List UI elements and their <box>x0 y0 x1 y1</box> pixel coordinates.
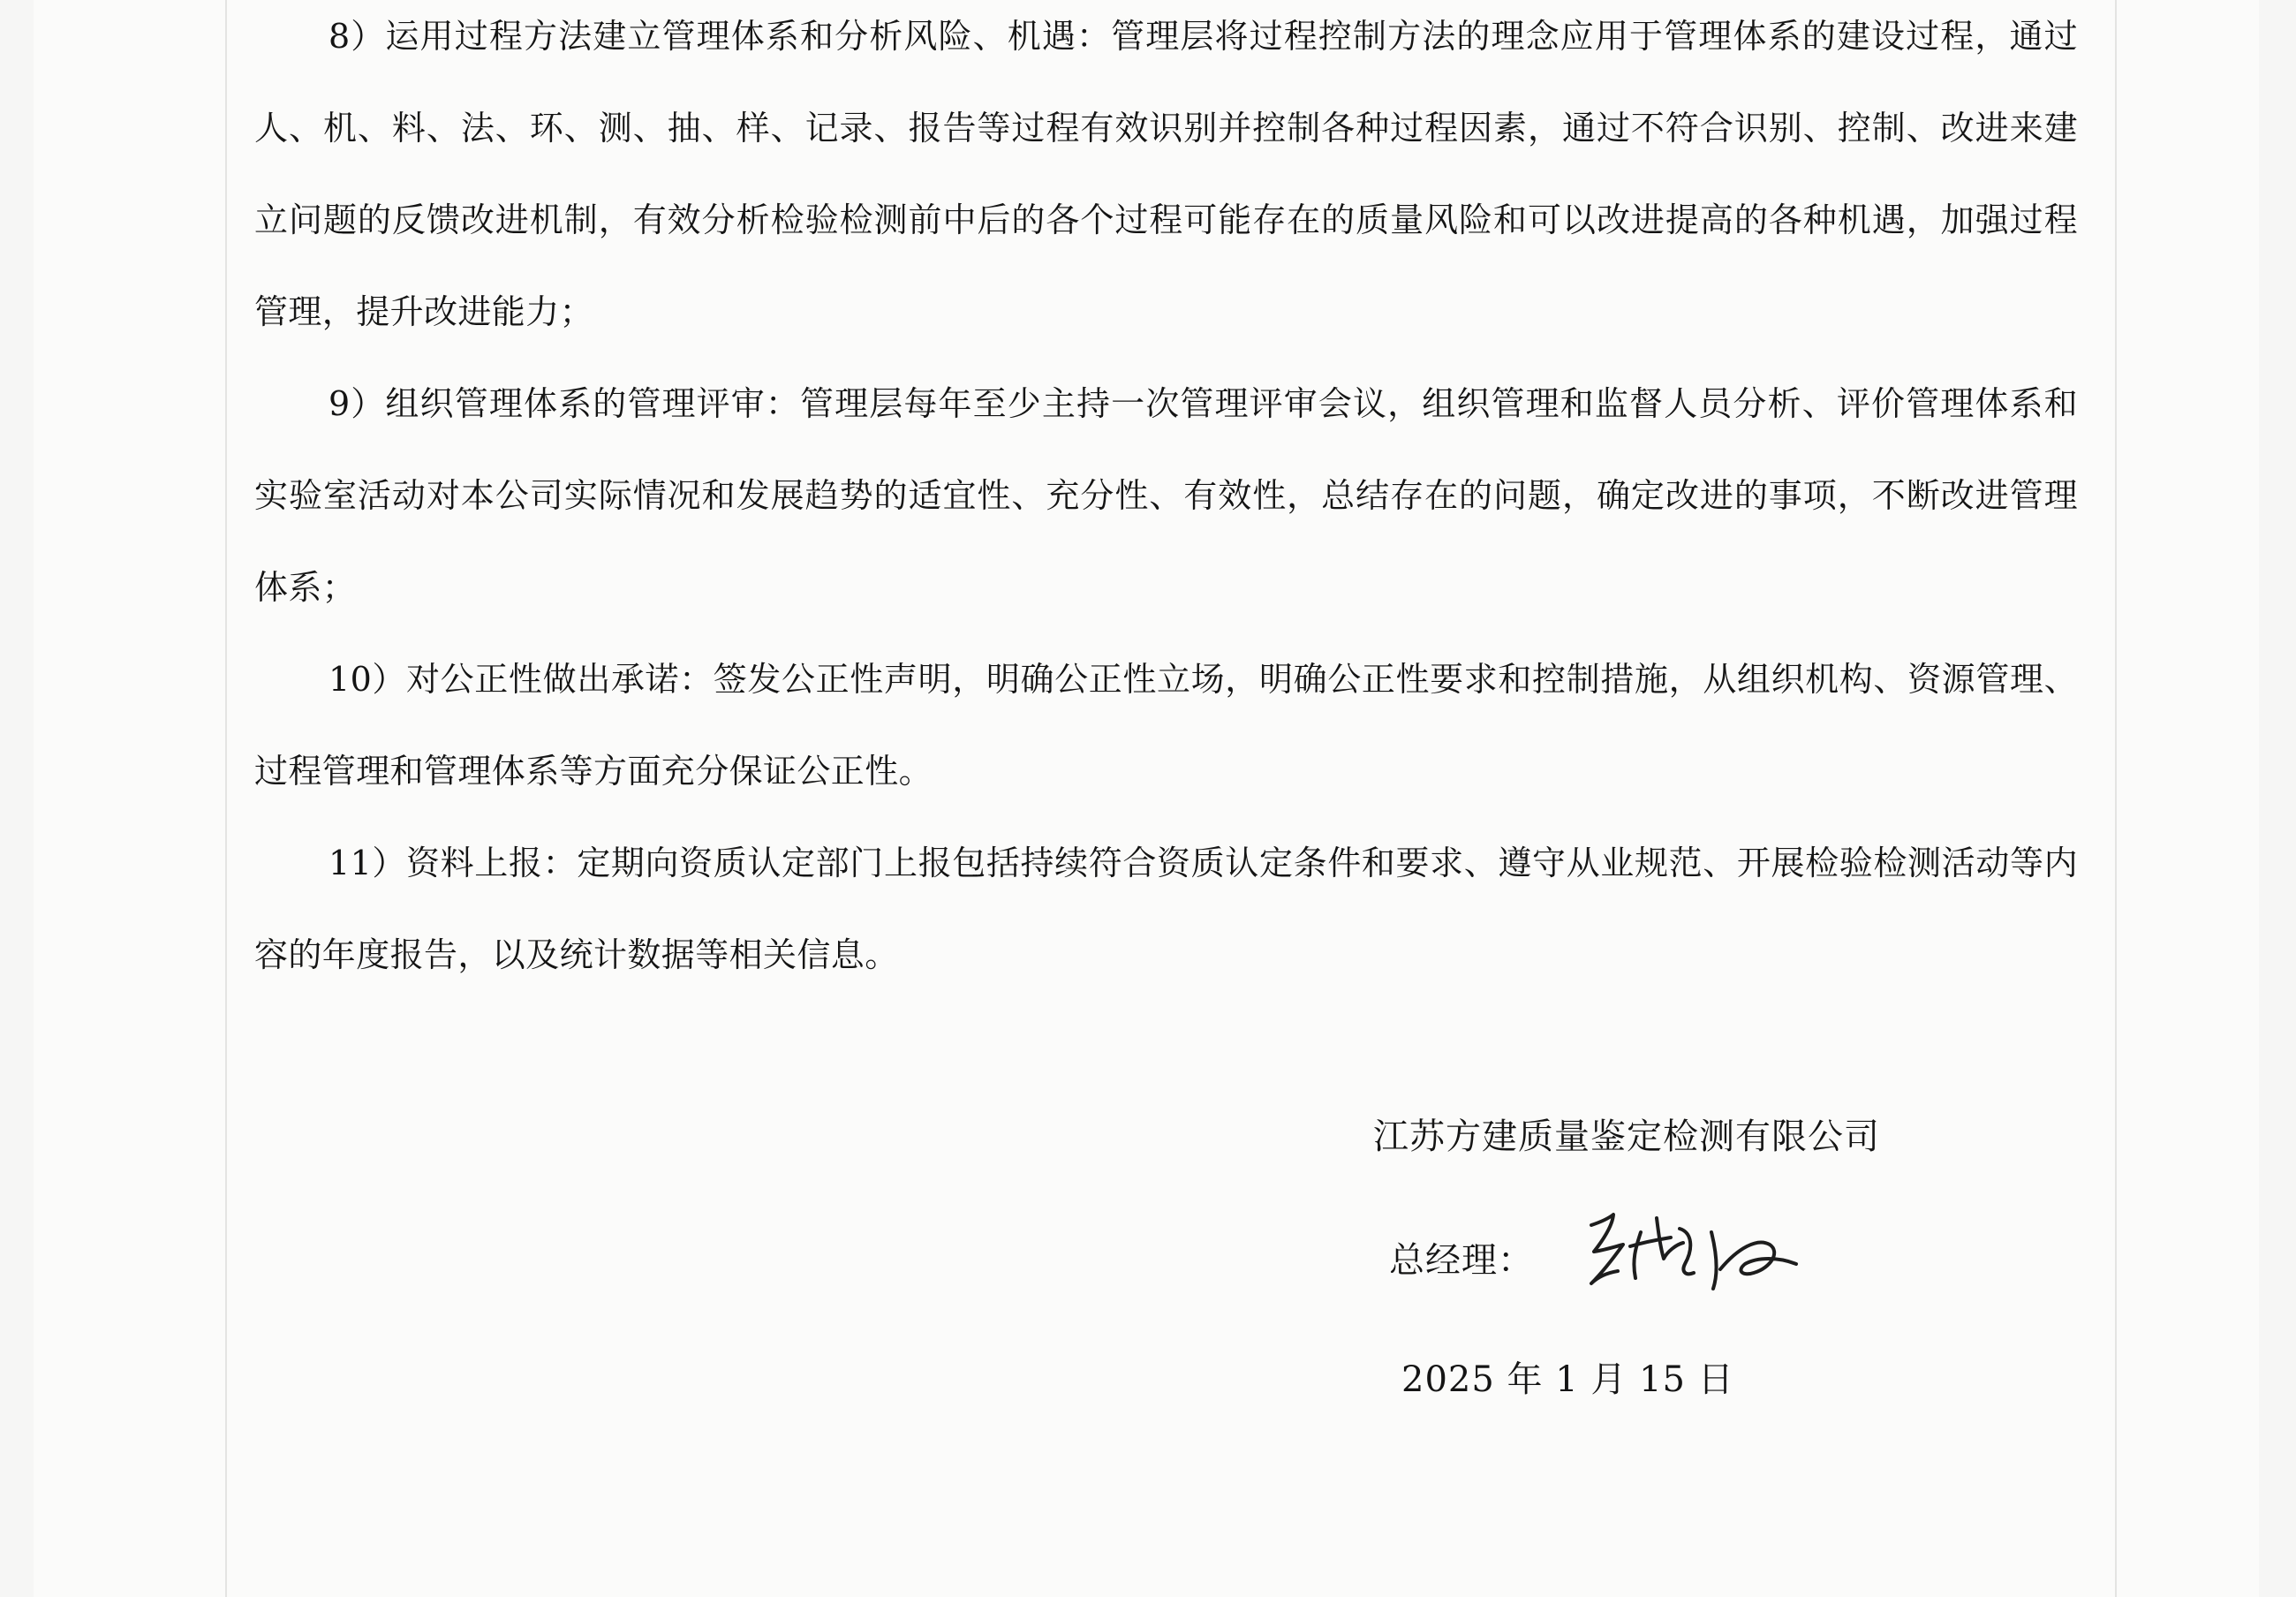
paragraph-item-11: 11）资料上报：定期向资质认定部门上报包括持续符合资质认定条件和要求、遵守从业规范、开展检验检测活动等内容的年度报告，以及统计数据等相关信息。 <box>254 844 2078 974</box>
paragraph-item-9: 9）组织管理体系的管理评审：管理层每年至少主持一次管理评审会议，组织管理和监督人员分析、评价管理体系和实验室活动对本公司实际情况和发展趋势的适宜性、充分性、有效性，总结存在的问题，确定改进的事项，不断改进管理体系； <box>254 384 2078 607</box>
general-manager-label: 总经理： <box>1389 1240 1534 1281</box>
scan-edge-line-left <box>225 0 227 1597</box>
paragraph-item-8: 8）运用过程方法建立管理体系和分析风险、机遇：管理层将过程控制方法的理念应用于管理体系的建设过程，通过人、机、料、法、环、测、抽、样、记录、报告等过程有效识别并控制各种过程因素，通过不符合识别、控制、改进来建立问题的反馈改进机制，有效分析检验检测前中后的各个过程可能存在的质量风险和可以改进提高的各种机遇，加强过程管理，提升改进能力； <box>254 17 2078 331</box>
signing-date: 2025 年 1 月 15 日 <box>1401 1359 1734 1400</box>
paragraph-item-10: 10）对公正性做出承诺：签发公正性声明，明确公正性立场，明确公正性要求和控制措施，从组织机构、资源管理、过程管理和管理体系等方面充分保证公正性。 <box>254 660 2078 791</box>
handwritten-signature <box>1572 1206 1810 1303</box>
document-body <box>254 0 2078 1001</box>
scan-edge-line-right <box>2115 0 2117 1597</box>
company-name: 江苏方建质量鉴定检测有限公司 <box>1373 1116 1880 1157</box>
signature-block <box>1373 1095 2044 1431</box>
